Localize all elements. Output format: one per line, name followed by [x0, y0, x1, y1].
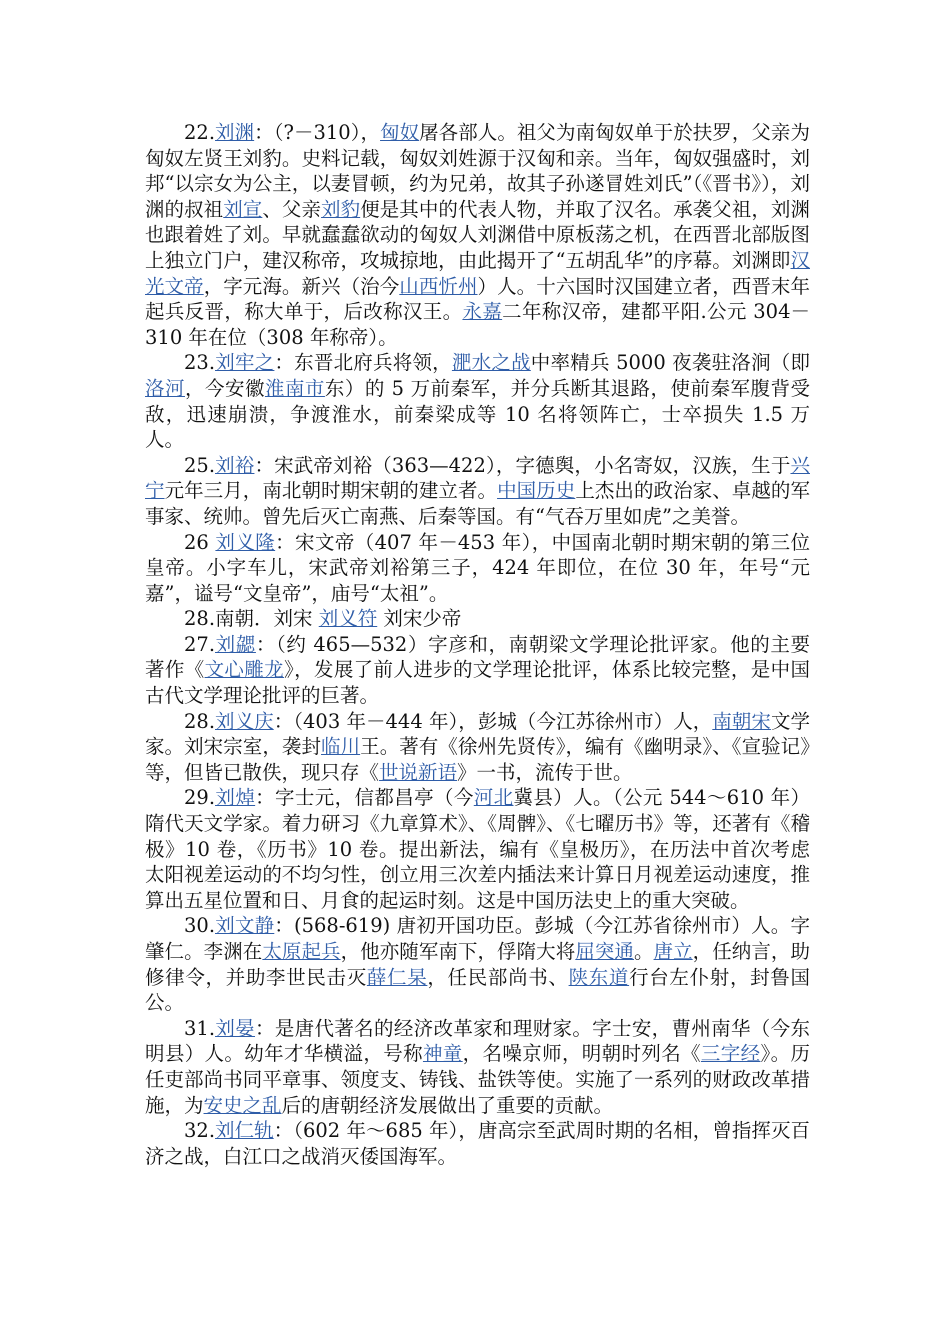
- text-run: ：(568-619) 唐初开国功臣。彭城（今江苏省徐州市）人。字肇仁。李渊在: [145, 914, 810, 963]
- text-run: ：是唐代著名的经济改革家和理财家。字士安，曹州南华（今东明县）人。幼年才华横溢，号称: [145, 1016, 810, 1066]
- text-run: ，字元海。新兴（治今: [203, 274, 400, 298]
- paragraph: [145, 530, 810, 607]
- paragraph: [145, 632, 810, 709]
- text-run: 》。历任吏部尚书同平章事、领度支、铸钱、盐铁等使。实施了一系列的财政改革措施，为: [145, 1042, 810, 1117]
- text-run: 32.: [184, 1119, 216, 1143]
- hyperlink[interactable]: 刘裕: [215, 453, 255, 477]
- paragraph: [145, 1118, 810, 1169]
- text-run: ，名噪京师，明朝时列名《: [462, 1042, 701, 1066]
- text-run: ）人。十六国时汉国建立者，西晋末年起兵反晋，称大单于，后改称汉王。: [145, 274, 810, 324]
- hyperlink[interactable]: 临川: [321, 735, 361, 759]
- paragraph: [145, 913, 810, 1015]
- hyperlink[interactable]: 薛仁杲: [366, 965, 428, 989]
- text-run: 冀县）人。（公元 544～610 年）隋代天文学家。着力研习《九章算术》、《周髀》、《七曜历书》等，还著有《稽极》10 卷，《历书》10 卷。提出新法，编有《皇极历》，在历法中首次考虑太阳视差运动的不均匀性，创立用三次差内插法来计算日月视差运动速度，推算出五星位置和日、月食的起运时刻。这是中国历法史上的重大突破。: [145, 786, 810, 912]
- paragraph: [145, 453, 810, 530]
- text-run: ，他亦随军南下，俘隋大将: [340, 940, 576, 963]
- document-body: [145, 120, 810, 1169]
- paragraph: [145, 709, 810, 786]
- hyperlink[interactable]: 太原起兵: [262, 940, 341, 963]
- hyperlink[interactable]: 刘宣: [223, 197, 263, 221]
- hyperlink[interactable]: 陕东道: [568, 965, 630, 989]
- hyperlink[interactable]: 世说新语: [379, 760, 458, 784]
- hyperlink[interactable]: 刘牢之: [215, 351, 275, 375]
- text-run: 26: [184, 530, 216, 554]
- hyperlink[interactable]: 神童: [422, 1042, 463, 1066]
- paragraph: [145, 606, 810, 632]
- text-run: 二年称汉帝，建都平阳.公元 304－310 年在位（308 年称帝）。: [145, 300, 810, 349]
- hyperlink[interactable]: 刘义符: [318, 607, 378, 631]
- hyperlink[interactable]: 中国历史: [497, 479, 576, 503]
- text-run: ：（403 年－444 年），彭城（今江苏徐州市）人，: [273, 709, 713, 733]
- text-run: 28.南朝．刘宋: [184, 607, 319, 631]
- text-run: 元年三月，南北朝时期宋朝的建立者。: [164, 479, 498, 503]
- text-run: 30.: [184, 914, 216, 938]
- hyperlink[interactable]: 刘晏: [215, 1016, 256, 1040]
- hyperlink[interactable]: 河北: [473, 786, 514, 810]
- text-run: 刘宋少帝: [377, 607, 462, 631]
- hyperlink[interactable]: 刘仁轨: [215, 1119, 274, 1143]
- hyperlink[interactable]: 刘文静: [215, 914, 275, 938]
- hyperlink[interactable]: 淝水之战: [451, 351, 531, 375]
- hyperlink[interactable]: 刘勰: [215, 632, 256, 656]
- hyperlink[interactable]: 刘义隆: [215, 530, 276, 554]
- text-run: 。: [633, 940, 654, 963]
- text-run: ：（约 465—532）字彦和，南朝梁文学理论批评家。他的主要著作《: [145, 632, 810, 682]
- text-run: 23.: [184, 351, 216, 375]
- hyperlink[interactable]: 南朝宋: [712, 709, 771, 733]
- text-run: ：宋文帝（407 年－453 年），中国南北朝时期宋朝的第三位皇帝。小字车儿，宋武帝刘裕第三子，424 年即位，在位 30 年，年号“元嘉”，谥号“文皇帝”，庙号“太祖”。: [145, 530, 810, 605]
- text-run: ，任民部尚书、: [427, 965, 569, 989]
- hyperlink[interactable]: 刘焯: [215, 786, 256, 810]
- text-run: ：东晋北府兵将领，: [274, 351, 452, 375]
- hyperlink[interactable]: 刘渊: [215, 121, 255, 144]
- text-run: 22.: [184, 121, 216, 144]
- text-run: 便是其中的代表人物，并取了汉名。承袭父祖，刘渊也跟着姓了刘。早就蠢蠢欲动的匈奴人刘渊借中原板荡之机，在西晋北部版图上独立门户，建汉称帝，攻城掠地，由此揭开了“五胡乱华”的序幕。刘渊即: [145, 197, 810, 272]
- text-run: ：宋武帝刘裕（363—422），字德舆，小名寄奴，汉族，生于: [254, 453, 791, 477]
- paragraph: [145, 785, 810, 913]
- text-run: 文学家。刘宋宗室，袭封: [145, 709, 810, 759]
- text-run: 、父亲: [262, 197, 322, 221]
- text-run: 》一书，流传于世。: [457, 760, 633, 784]
- hyperlink[interactable]: 淮南市: [264, 376, 325, 400]
- text-run: 后的唐朝经济发展做出了重要的贡献。: [281, 1093, 614, 1117]
- hyperlink[interactable]: 屈突通: [575, 940, 634, 963]
- text-run: 28.: [184, 709, 216, 733]
- paragraph: [145, 120, 810, 350]
- text-run: ：字士元，信都昌亭（今: [255, 786, 474, 810]
- hyperlink[interactable]: 山西忻州: [399, 274, 478, 298]
- text-run: 王。著有《徐州先贤传》，编有《幽明录》、《宣验记》等，但皆已散佚，现只存《: [145, 735, 810, 784]
- hyperlink[interactable]: 汉光文帝: [145, 248, 810, 298]
- hyperlink[interactable]: 安史之乱: [203, 1093, 282, 1117]
- hyperlink[interactable]: 刘豹: [321, 197, 361, 221]
- text-run: 行台左仆射，封鲁国公。: [145, 965, 810, 1015]
- text-run: 31.: [184, 1016, 216, 1040]
- hyperlink[interactable]: 唐立: [653, 940, 693, 963]
- hyperlink[interactable]: 刘义庆: [215, 709, 274, 733]
- text-run: 东）的 5 万前秦军，并分兵断其退路，使前秦军腹背受敌，迅速崩溃，争渡淮水，前秦梁成等 10 名将领阵亡，士卒损失 1.5 万人。: [145, 376, 810, 452]
- text-run: 》，发展了前人进步的文学理论批评，体系比较完整，是中国古代文学理论批评的巨著。: [145, 658, 810, 708]
- hyperlink[interactable]: 匈奴: [380, 121, 420, 144]
- hyperlink[interactable]: 永嘉: [462, 300, 503, 324]
- text-run: ，今安徽: [184, 376, 265, 400]
- text-run: ：（602 年～685 年），唐高宗至武周时期的名相，曾指挥灭百济之战，白江口之战消灭倭国海军。: [145, 1119, 810, 1168]
- hyperlink[interactable]: 兴宁: [145, 453, 810, 503]
- text-run: ，任纳言，助修律令，并助李世民击灭: [145, 940, 810, 989]
- text-run: ：（?－310），: [254, 121, 381, 144]
- text-run: 上杰出的政治家、卓越的军事家、统帅。曾先后灭亡南燕、后秦等国。有“气吞万里如虎”之美誉。: [145, 479, 810, 528]
- hyperlink[interactable]: 洛河: [145, 376, 185, 400]
- text-run: 27.: [184, 632, 216, 656]
- paragraph: [145, 350, 810, 452]
- text-run: 29.: [184, 786, 216, 810]
- paragraph: [145, 1016, 810, 1118]
- hyperlink[interactable]: 三字经: [700, 1042, 761, 1066]
- text-run: 25.: [184, 453, 216, 477]
- text-run: 屠各部人。祖父为南匈奴单于於扶罗，父亲为匈奴左贤王刘豹。史料记载，匈奴刘姓源于汉匈和亲。当年，匈奴强盛时，刘邦“以宗女为公主，以妻冒顿，约为兄弟，故其子孙遂冒姓刘氏”（《晋书》），刘渊的叔祖: [145, 121, 810, 221]
- text-run: 中率精兵 5000 夜袭驻洛涧（即: [530, 351, 810, 375]
- hyperlink[interactable]: 文心雕龙: [204, 658, 284, 682]
